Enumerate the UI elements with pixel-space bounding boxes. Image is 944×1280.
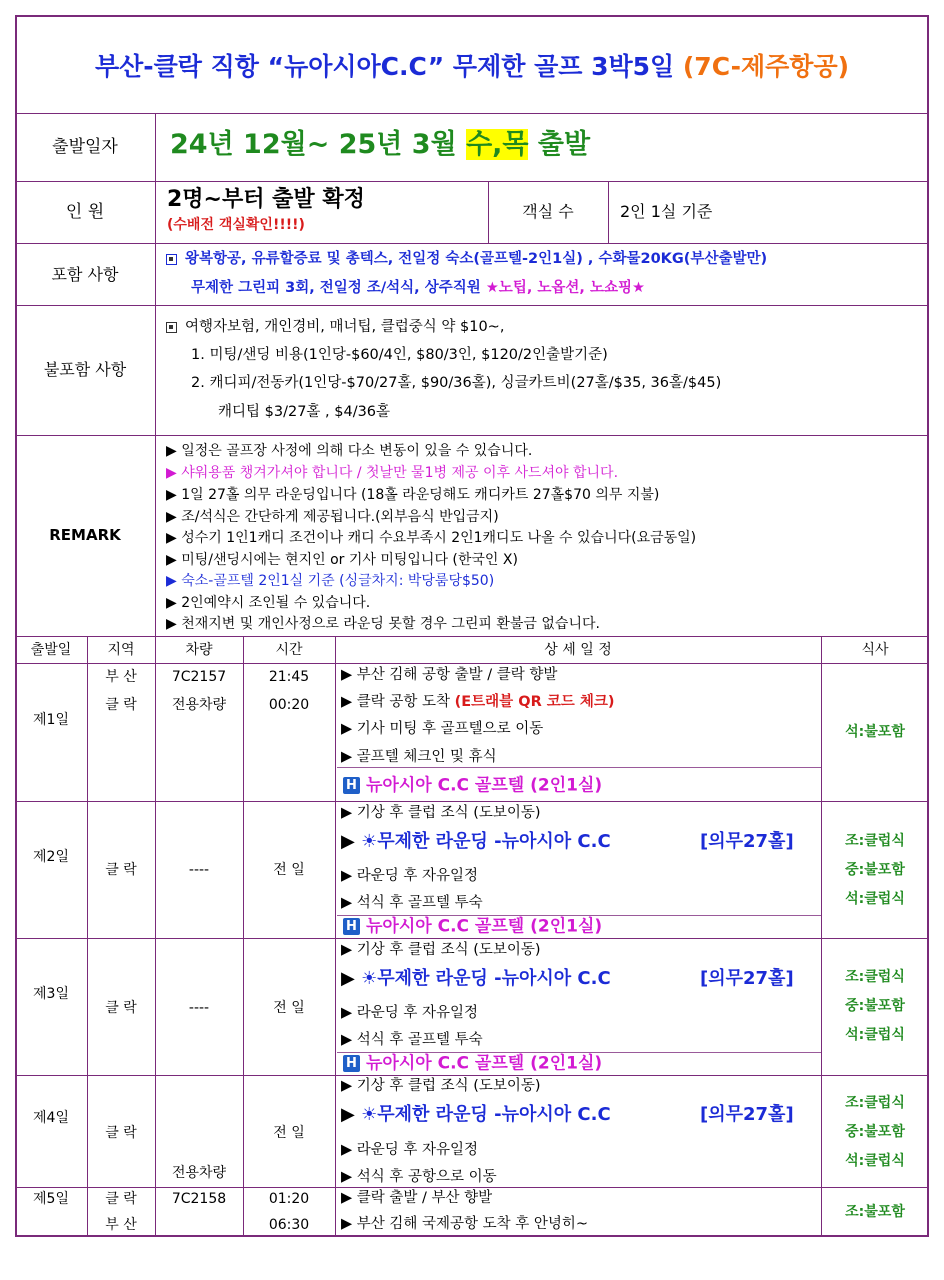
rule — [15, 801, 929, 802]
remark-line: ▶ 성수기 1인1캐디 조건이나 캐디 수요부족시 2인1캐디도 나올 수 있습니다(요금동일) — [166, 530, 697, 546]
remark-line: ▶ 2인예약시 조인될 수 있습니다. — [166, 595, 371, 611]
hotel-icon: H — [343, 1055, 360, 1072]
departure-label: 출발일자 — [52, 137, 118, 157]
vehicle: ---- — [188, 862, 210, 878]
round-text: ☀무제한 라운딩 -뉴아시아 C.C — [361, 831, 611, 852]
rule — [87, 636, 88, 1237]
vehicle: 전용차량 — [171, 697, 227, 713]
qr-check-note: (E트래블 QR 코드 체크) — [454, 694, 615, 710]
rule — [15, 305, 929, 306]
hotel-line — [343, 918, 602, 936]
included-text-1: 왕복항공, 유류할증료 및 총텍스, 전일정 숙소(골프텔-2인1실) , 수화물20KG(부산출발만) — [185, 251, 768, 267]
included-label: 포함 사항 — [51, 265, 119, 284]
header-vehicle: 차량 — [185, 642, 213, 658]
included-no-tip: ★노팁, 노옵션, 노쇼핑★ — [485, 280, 645, 296]
rule — [155, 113, 156, 636]
time: 전 일 — [273, 1000, 305, 1016]
day-label: 제5일 — [33, 1191, 69, 1207]
region: 클 락 — [105, 1125, 137, 1141]
hotel-line — [343, 1055, 602, 1073]
schedule-item: ▶ 클락 출발 / 부산 향발 — [341, 1190, 493, 1206]
remark-line: ▶ 조/석식은 간단하게 제공됩니다.(외부음식 반입금지) — [166, 509, 499, 525]
time: 21:45 — [268, 669, 310, 685]
rule — [15, 1075, 929, 1076]
remark-label: REMARK — [49, 526, 121, 544]
rule — [15, 663, 929, 664]
day-label: 제1일 — [33, 712, 69, 728]
included-line-1 — [166, 252, 767, 267]
included-line-2 — [191, 281, 645, 296]
header-region: 지역 — [107, 642, 135, 658]
schedule-item: ▶ 라운딩 후 자유일정 — [341, 1005, 479, 1021]
meal: 조:클럽식 — [845, 1095, 905, 1111]
schedule-item: ▶ 석식 후 공항으로 이동 — [341, 1169, 497, 1185]
region: 부 산 — [105, 669, 137, 685]
header-date: 출발일 — [30, 642, 72, 658]
meal: 중:불포함 — [845, 998, 905, 1014]
rule — [15, 938, 929, 939]
region: 클 락 — [105, 1000, 137, 1016]
arrow: ▶ — [341, 968, 362, 989]
round-note: [의무27홀] — [700, 831, 794, 852]
square-bullet-icon — [166, 254, 177, 265]
rule — [608, 181, 609, 243]
round-note: [의무27홀] — [700, 968, 794, 989]
page-title — [95, 54, 849, 79]
hotel-icon: H — [343, 777, 360, 794]
remark-line: ▶ 1일 27홀 의무 라운딩입니다 (18홀 라운딩해도 캐디카트 27홀$70 의무 지불) — [166, 487, 660, 503]
remark-line: ▶ 일정은 골프장 사정에 의해 다소 변동이 있을 수 있습니다. — [166, 443, 533, 459]
time: 전 일 — [273, 1125, 305, 1141]
excluded-line-1 — [166, 320, 504, 335]
meal: 조:불포함 — [845, 1204, 905, 1220]
schedule-item: ▶ 라운딩 후 자유일정 — [341, 868, 479, 884]
remark-line: ▶ 천재지변 및 개인사정으로 라운딩 못할 경우 그린피 환불금 없습니다. — [166, 616, 600, 632]
schedule-item: ▶ 골프텔 체크인 및 휴식 — [341, 749, 497, 765]
meal: 석:클럽식 — [845, 891, 905, 907]
people-note: (수배전 객실확인!!!!) — [167, 217, 305, 233]
rule — [243, 636, 244, 1237]
meal: 조:클럽식 — [845, 833, 905, 849]
schedule-item: ▶ 기상 후 클럽 조식 (도보이동) — [341, 942, 541, 958]
round-text: ☀무제한 라운딩 -뉴아시아 C.C — [361, 968, 611, 989]
schedule-item: ▶ 기상 후 클럽 조식 (도보이동) — [341, 805, 541, 821]
meal: 중:불포함 — [845, 862, 905, 878]
vehicle: 전용차량 — [171, 1165, 227, 1181]
remark-line: ▶ 숙소-골프텔 2인1실 기준 (싱글차지: 박당룸당$50) — [166, 573, 495, 589]
schedule-item: ▶ 석식 후 골프텔 투숙 — [341, 1032, 483, 1048]
remark-line: ▶ 샤워용품 챙겨가셔야 합니다 / 첫날만 물1병 제공 이후 사드셔야 합니다. — [166, 465, 619, 481]
title-airline: (7C-제주항공) — [682, 52, 850, 81]
rule — [337, 767, 821, 768]
departure-suffix: 출발 — [528, 129, 591, 160]
meal: 중:불포함 — [845, 1124, 905, 1140]
excluded-line-4: 캐디팁 $3/27홀 , $4/36홀 — [218, 404, 391, 420]
room-label: 객실 수 — [522, 202, 574, 221]
time: 00:20 — [268, 697, 310, 713]
round-line — [341, 1106, 611, 1124]
round-line — [341, 970, 611, 988]
schedule-item: ▶ 석식 후 골프텔 투숙 — [341, 895, 483, 911]
rule — [155, 636, 156, 1237]
excluded-label: 불포함 사항 — [43, 360, 127, 379]
schedule-item — [341, 695, 614, 710]
rule — [15, 636, 929, 637]
header-meal: 식사 — [861, 642, 889, 658]
schedule-item: ▶ 기상 후 클럽 조식 (도보이동) — [341, 1078, 541, 1094]
round-note: [의무27홀] — [700, 1104, 794, 1125]
arrow: ▶ — [341, 831, 362, 852]
included-text-2: 무제한 그린피 3회, 전일정 조/석식, 상주직원 — [191, 280, 486, 296]
schedule-item: ▶ 부산 김해 국제공항 도착 후 안녕히~ — [341, 1216, 589, 1232]
rule — [15, 113, 929, 114]
rule — [15, 181, 929, 182]
day-label: 제4일 — [33, 1110, 69, 1126]
meal: 석:클럽식 — [845, 1027, 905, 1043]
header-time: 시간 — [275, 642, 303, 658]
time: 전 일 — [273, 862, 305, 878]
square-bullet-icon — [166, 322, 177, 333]
rule — [15, 1187, 929, 1188]
arrow: ▶ — [341, 1104, 362, 1125]
region: 클 락 — [105, 1191, 137, 1207]
hotel-icon: H — [343, 918, 360, 935]
hotel-name: 뉴아시아 C.C 골프텔 (2인1실) — [366, 775, 603, 796]
region: 부 산 — [105, 1217, 137, 1233]
rule — [15, 435, 929, 436]
room-value: 2인 1실 기준 — [620, 202, 713, 221]
rule — [821, 636, 822, 1237]
departure-days: 수,목 — [466, 129, 529, 160]
hotel-name: 뉴아시아 C.C 골프텔 (2인1실) — [366, 916, 603, 937]
schedule-item: ▶ 라운딩 후 자유일정 — [341, 1142, 479, 1158]
excluded-line-2: 1. 미팅/샌딩 비용(1인당-$60/4인, $80/3인, $120/2인출발기준) — [191, 347, 608, 363]
meal: 석:불포함 — [845, 724, 905, 740]
departure-period: 24년 12월~ 25년 3월 — [170, 129, 467, 160]
header-schedule: 상 세 일 정 — [544, 642, 612, 658]
rule — [335, 636, 336, 1237]
region: 클 락 — [105, 697, 137, 713]
day-label: 제2일 — [33, 849, 69, 865]
schedule-item: ▶ 부산 김해 공항 출발 / 클락 향발 — [341, 667, 558, 683]
people-label: 인 원 — [65, 202, 105, 222]
hotel-line — [343, 777, 602, 795]
rule — [15, 243, 929, 244]
vehicle: 7C2157 — [171, 669, 227, 685]
excluded-line-3: 2. 캐디피/전동카(1인당-$70/27홀, $90/36홀), 싱글카트비(27홀/$35, 36홀/$45) — [191, 375, 722, 391]
rule — [488, 181, 489, 243]
people-value: 2명~부터 출발 확정 — [167, 187, 365, 212]
time: 06:30 — [268, 1217, 310, 1233]
hotel-name: 뉴아시아 C.C 골프텔 (2인1실) — [366, 1053, 603, 1074]
schedule-item: ▶ 기사 미팅 후 골프텔으로 이동 — [341, 721, 544, 737]
vehicle: 7C2158 — [171, 1191, 227, 1207]
meal: 석:클럽식 — [845, 1153, 905, 1169]
round-text: ☀무제한 라운딩 -뉴아시아 C.C — [361, 1104, 611, 1125]
meal: 조:클럽식 — [845, 969, 905, 985]
day-label: 제3일 — [33, 986, 69, 1002]
title-main: 부산-클락 직항 “뉴아시아C.C” 무제한 골프 3박5일 — [94, 52, 683, 81]
excluded-text-1: 여행자보험, 개인경비, 매너팁, 클럽중식 약 $10~, — [185, 319, 505, 335]
departure-value — [170, 131, 590, 158]
vehicle: ---- — [188, 1000, 210, 1016]
region: 클 락 — [105, 862, 137, 878]
remark-line: ▶ 미팅/샌딩시에는 현지인 or 기사 미팅입니다 (한국인 X) — [166, 552, 518, 568]
time: 01:20 — [268, 1191, 310, 1207]
round-line — [341, 833, 611, 851]
schedule-item-text: ▶ 클락 공항 도착 — [341, 694, 455, 710]
